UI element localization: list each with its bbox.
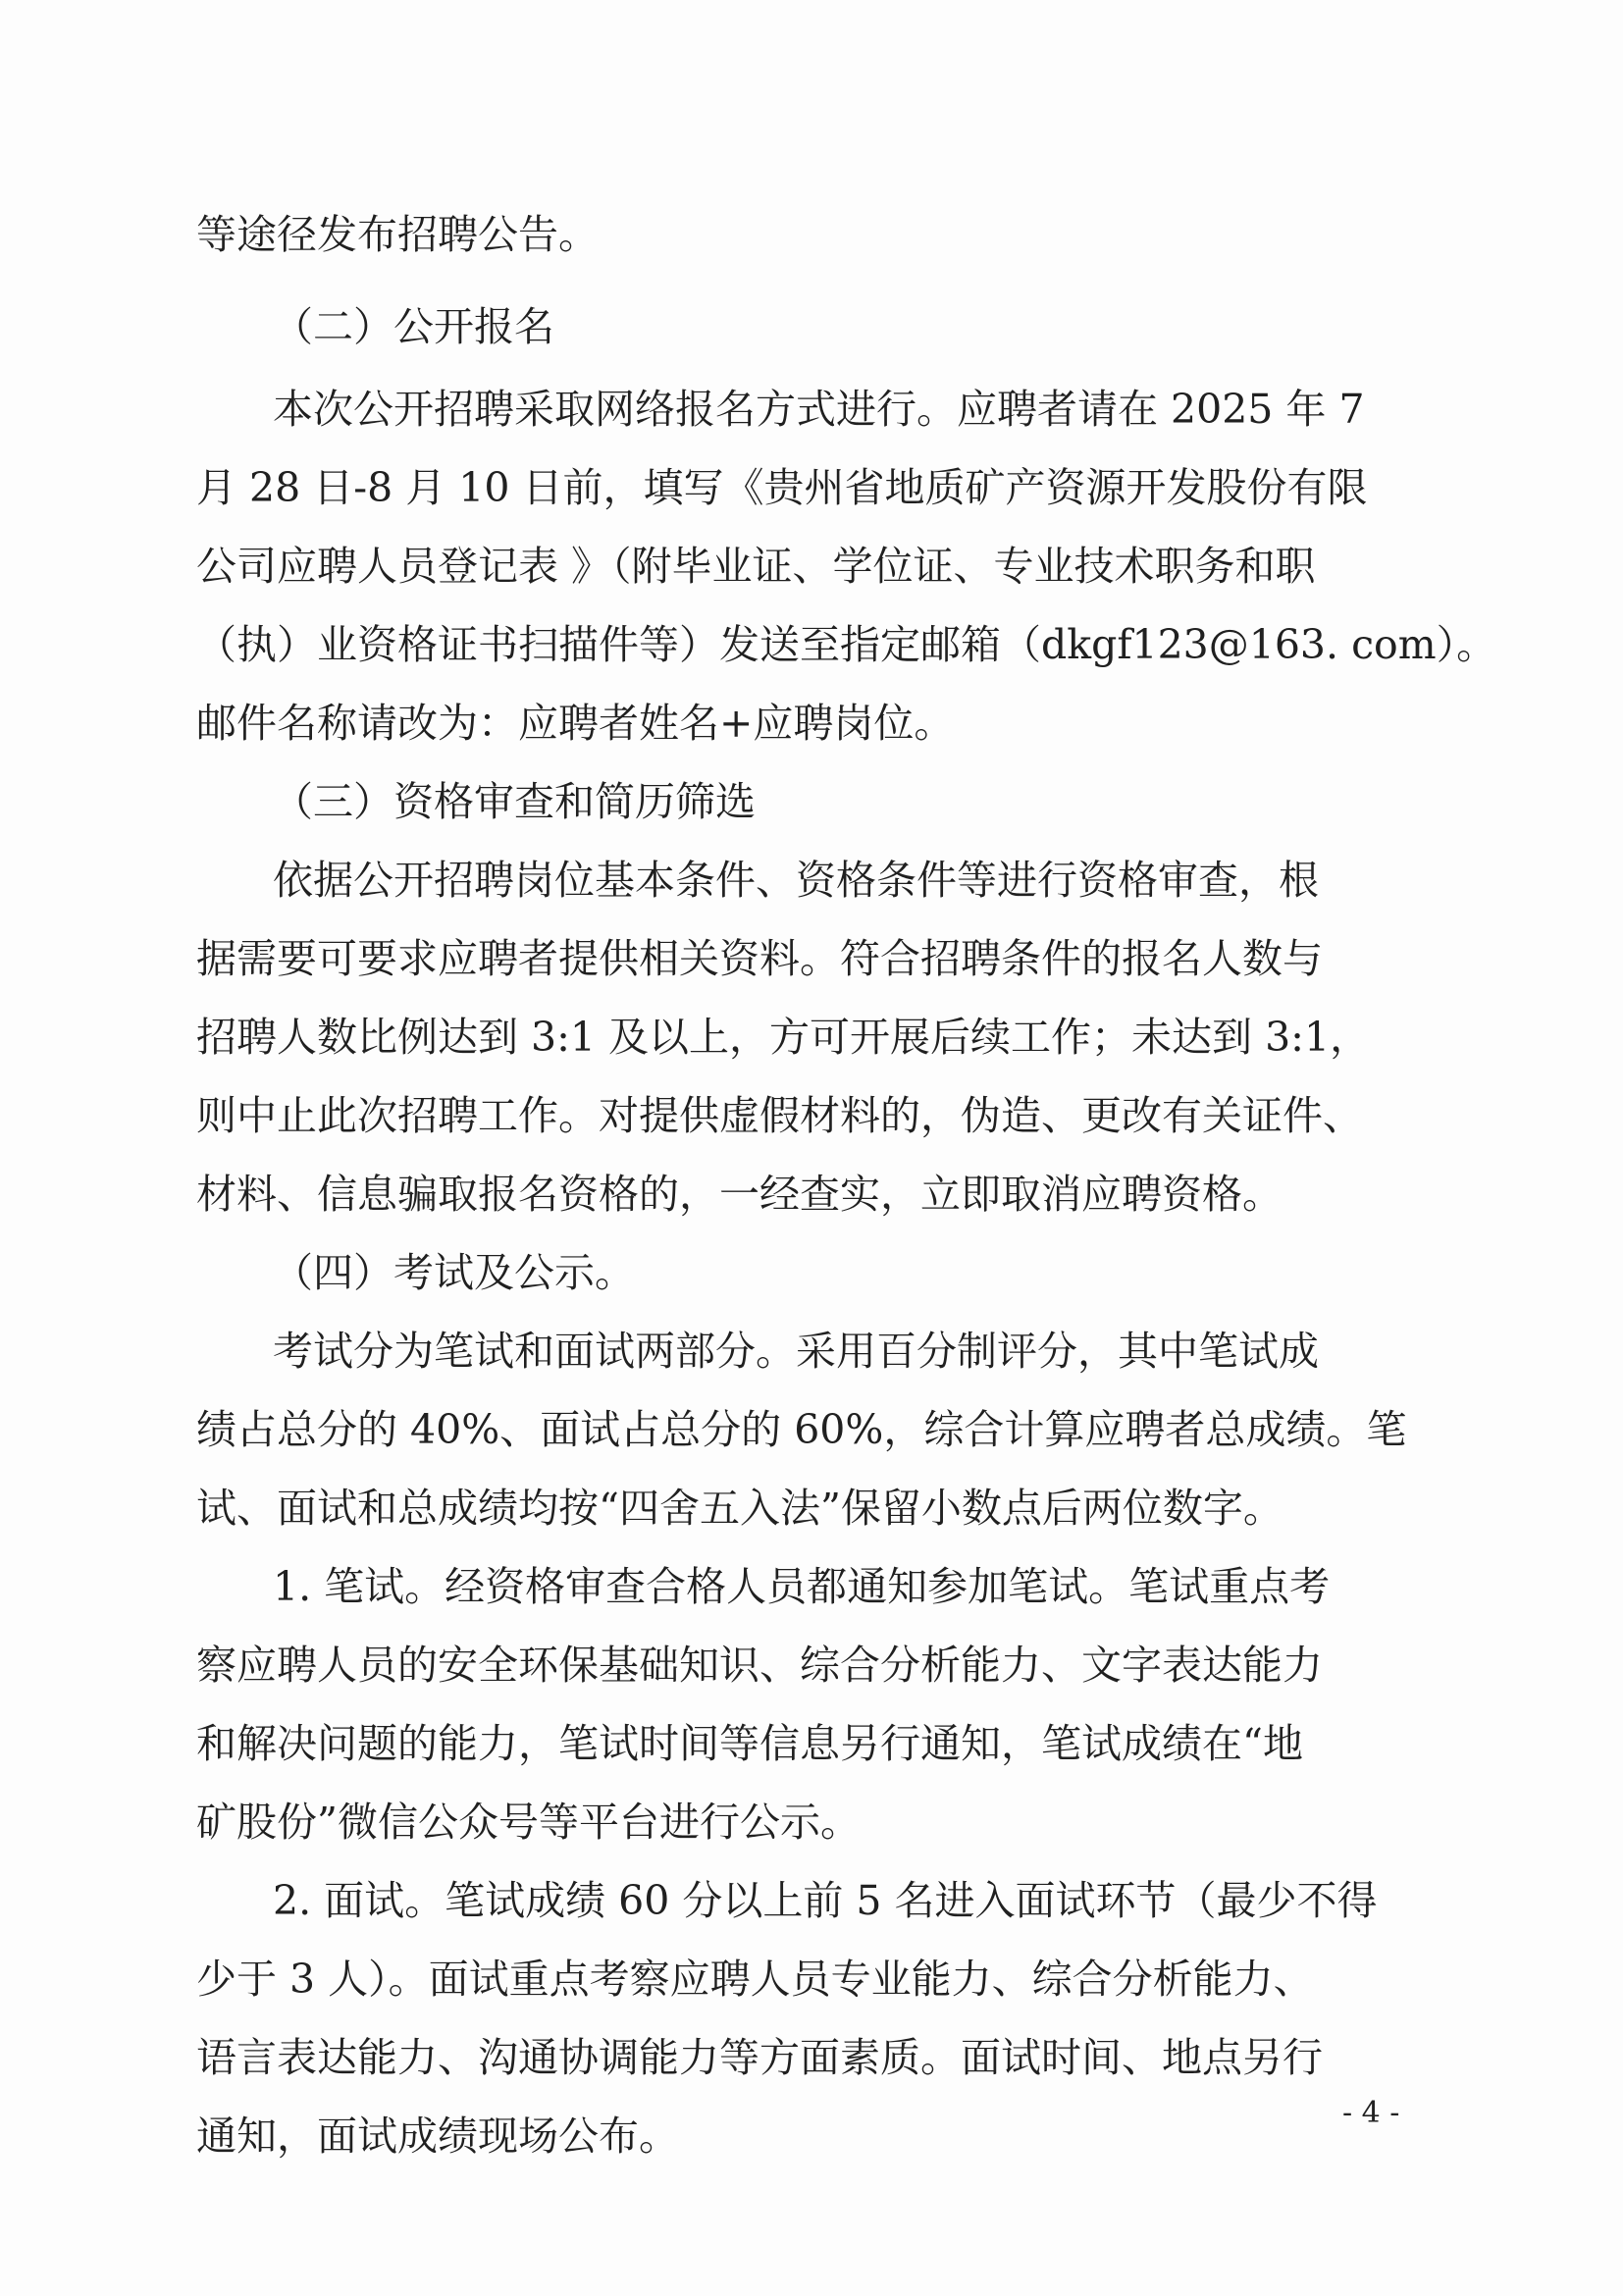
paragraph-line-registration-4: （执）业资格证书扫描件等）发送至指定邮箱（dkgf123@163. com）。	[196, 621, 1497, 668]
paragraph-line-exam-2: 绩占总分的 40%、面试占总分的 60%，综合计算应聘者总成绩。笔	[196, 1406, 1407, 1453]
paragraph-line-written-test-4: 矿股份”微信公众号等平台进行公示。	[196, 1799, 861, 1846]
paragraph-line-written-test-1: 1. 笔试。经资格审查合格人员都通知参加笔试。笔试重点考	[273, 1563, 1331, 1610]
section-heading-registration: （二）公开报名	[273, 303, 554, 350]
paragraph-line-interview-3: 语言表达能力、沟通协调能力等方面素质。面试时间、地点另行	[196, 2034, 1323, 2081]
paragraph-line-exam-1: 考试分为笔试和面试两部分。采用百分制评分，其中笔试成	[273, 1328, 1319, 1375]
paragraph-line-interview-4: 通知，面试成绩现场公布。	[196, 2113, 679, 2160]
paragraph-line-screening-4: 则中止此次招聘工作。对提供虚假材料的，伪造、更改有关证件、	[196, 1092, 1363, 1139]
paragraph-line-screening-3: 招聘人数比例达到 3:1 及以上，方可开展后续工作；未达到 3:1，	[196, 1014, 1371, 1061]
section-heading-exam: （四）考试及公示。	[273, 1249, 635, 1296]
paragraph-line-screening-1: 依据公开招聘岗位基本条件、资格条件等进行资格审查，根	[273, 857, 1319, 904]
paragraph-line-screening-5: 材料、信息骗取报名资格的，一经查实，立即取消应聘资格。	[196, 1171, 1283, 1218]
paragraph-line-registration-1: 本次公开招聘采取网络报名方式进行。应聘者请在 2025 年 7	[273, 386, 1365, 433]
paragraph-line-registration-3: 公司应聘人员登记表 》（附毕业证、学位证、专业技术职务和职	[196, 543, 1316, 590]
section-heading-screening: （三）资格审查和简历筛选	[273, 778, 756, 825]
paragraph-line-1: 等途径发布招聘公告。	[196, 211, 599, 258]
page-number: - 4 -	[1342, 2096, 1400, 2130]
paragraph-line-registration-5: 邮件名称请改为：应聘者姓名+应聘岗位。	[196, 700, 955, 747]
paragraph-line-exam-3: 试、面试和总成绩均按“四舍五入法”保留小数点后两位数字。	[196, 1485, 1283, 1532]
paragraph-line-interview-1: 2. 面试。笔试成绩 60 分以上前 5 名进入面试环节（最少不得	[273, 1877, 1378, 1924]
paragraph-line-written-test-3: 和解决问题的能力，笔试时间等信息另行通知，笔试成绩在“地	[196, 1720, 1303, 1767]
paragraph-line-written-test-2: 察应聘人员的安全环保基础知识、综合分析能力、文字表达能力	[196, 1642, 1323, 1689]
paragraph-line-registration-2: 月 28 日-8 月 10 日前，填写《贵州省地质矿产资源开发股份有限	[196, 464, 1368, 511]
paragraph-line-interview-2: 少于 3 人）。面试重点考察应聘人员专业能力、综合分析能力、	[196, 1956, 1314, 2003]
paragraph-line-screening-2: 据需要可要求应聘者提供相关资料。符合招聘条件的报名人数与	[196, 935, 1323, 982]
